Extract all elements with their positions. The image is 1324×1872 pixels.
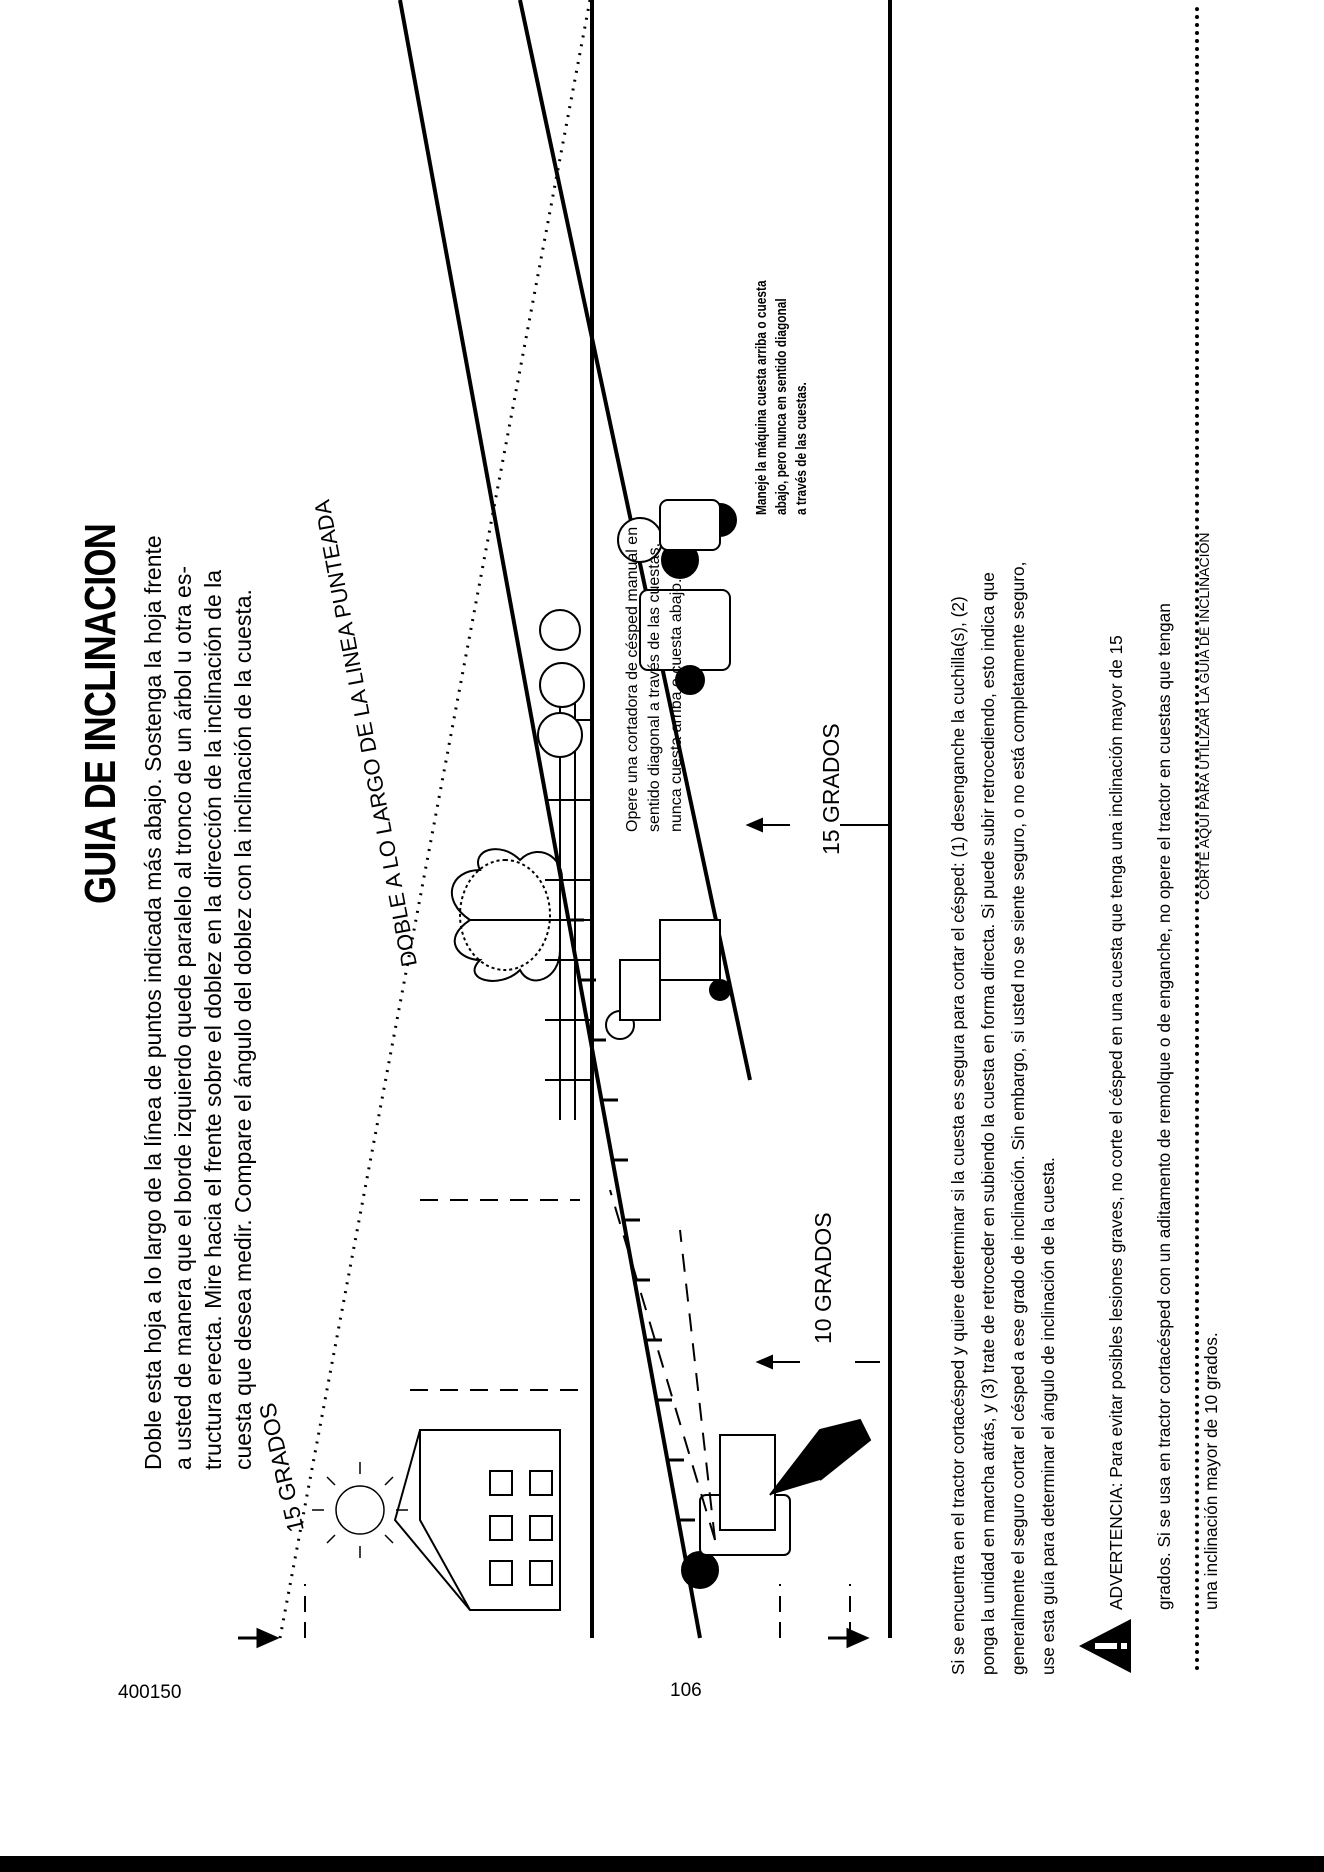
walk-mower-person <box>606 920 730 1039</box>
caption-line: Maneje la máquina cuesta arriba o cuesta <box>754 280 770 515</box>
fold-dotted-line <box>280 0 590 1638</box>
model-number: 400150 <box>118 1682 182 1703</box>
bottom-arrow-marker <box>828 1630 866 1646</box>
caption-line: Opere una cortadora de césped manual en <box>624 526 641 832</box>
caption-line: sentido diagonal a través de las cuestas, <box>646 542 663 832</box>
top-arrow-marker <box>238 1630 276 1646</box>
bushes <box>538 610 584 757</box>
intro-line: cuesta que desea medir. Compare el ángulo del doblez con la inclinación de la cuesta. <box>230 589 256 1470</box>
page-title: GUIA DE INCLINACION <box>76 524 125 904</box>
angle-middle-label: 15 GRADOS <box>818 723 844 855</box>
warning-icon <box>1075 1616 1135 1676</box>
page-number: 106 <box>670 1680 702 1701</box>
walk-mower-caption <box>622 527 688 832</box>
cut-label: CORTE AQUI PARA UTILIZAR LA GUIA DE INCLINACION <box>1196 532 1212 900</box>
fold-line-label: DOBLE A LO LARGO DE LA LINEA PUNTEADA <box>309 497 422 969</box>
warning-line: ADVERTENCIA: Para evitar posibles lesiones graves, no corte el césped en una cuesta que tenga una inclinación mayor de 15 <box>1106 635 1127 1610</box>
body-line: Si se encuentra en el tractor cortacésped y quiere determinar si la cuesta es segura para cortar el césped: (1) desenganche la cuchilla(s), (2) <box>948 596 968 1675</box>
intro-line: tructura erecta. Mire hacia el frente sobre el doblez en la dirección de la inclinación de la <box>200 569 226 1470</box>
intro-line: Doble esta hoja a lo largo de la línea de puntos indicada más abajo. Sostenga la hoja frente <box>140 535 166 1470</box>
sun <box>312 1462 408 1558</box>
angle-left-label: 10 GRADOS <box>810 1212 836 1344</box>
warning-line: grados. Si se usa en tractor cortacésped con un aditamento de remolque o de enganche, no opere el tractor en cuestas que tengan <box>1153 603 1174 1610</box>
intro-line: a usted de manera que el borde izquierdo quede paralelo al tronco de un árbol u otra es- <box>170 566 196 1470</box>
instructions-paragraph <box>943 15 1063 1675</box>
body-line: generalmente el seguro cortar el césped a ese grado de inclinación. Sin embargo, si usted no se siente seguro, o no está completamente seguro, <box>1008 561 1028 1675</box>
caption-line: a través de las cuestas. <box>794 382 810 515</box>
warning-text <box>1084 110 1243 1610</box>
body-line: use esta guía para determinar el ángulo de inclinación de la cuesta. <box>1038 1157 1058 1675</box>
riding-mower-caption <box>752 280 812 515</box>
body-line: ponga la unidad en marcha atrás, y (3) trate de retroceder en subiendo la cuesta en forma directa. Si puede subir retrocediendo, esto indica que <box>978 572 998 1675</box>
angle-top-label: 15 GRADOS <box>253 1400 309 1535</box>
warning-line: una inclinación mayor de 10 grados. <box>1200 1332 1221 1610</box>
angle-10-arrow <box>758 1356 880 1368</box>
bottom-bar <box>0 1856 1324 1872</box>
house <box>395 1430 560 1610</box>
caption-line: nunca cuesta arriba o cuesta abajo. <box>668 578 685 832</box>
caption-line: abajo, pero nunca en sentido diagonal <box>774 298 790 515</box>
